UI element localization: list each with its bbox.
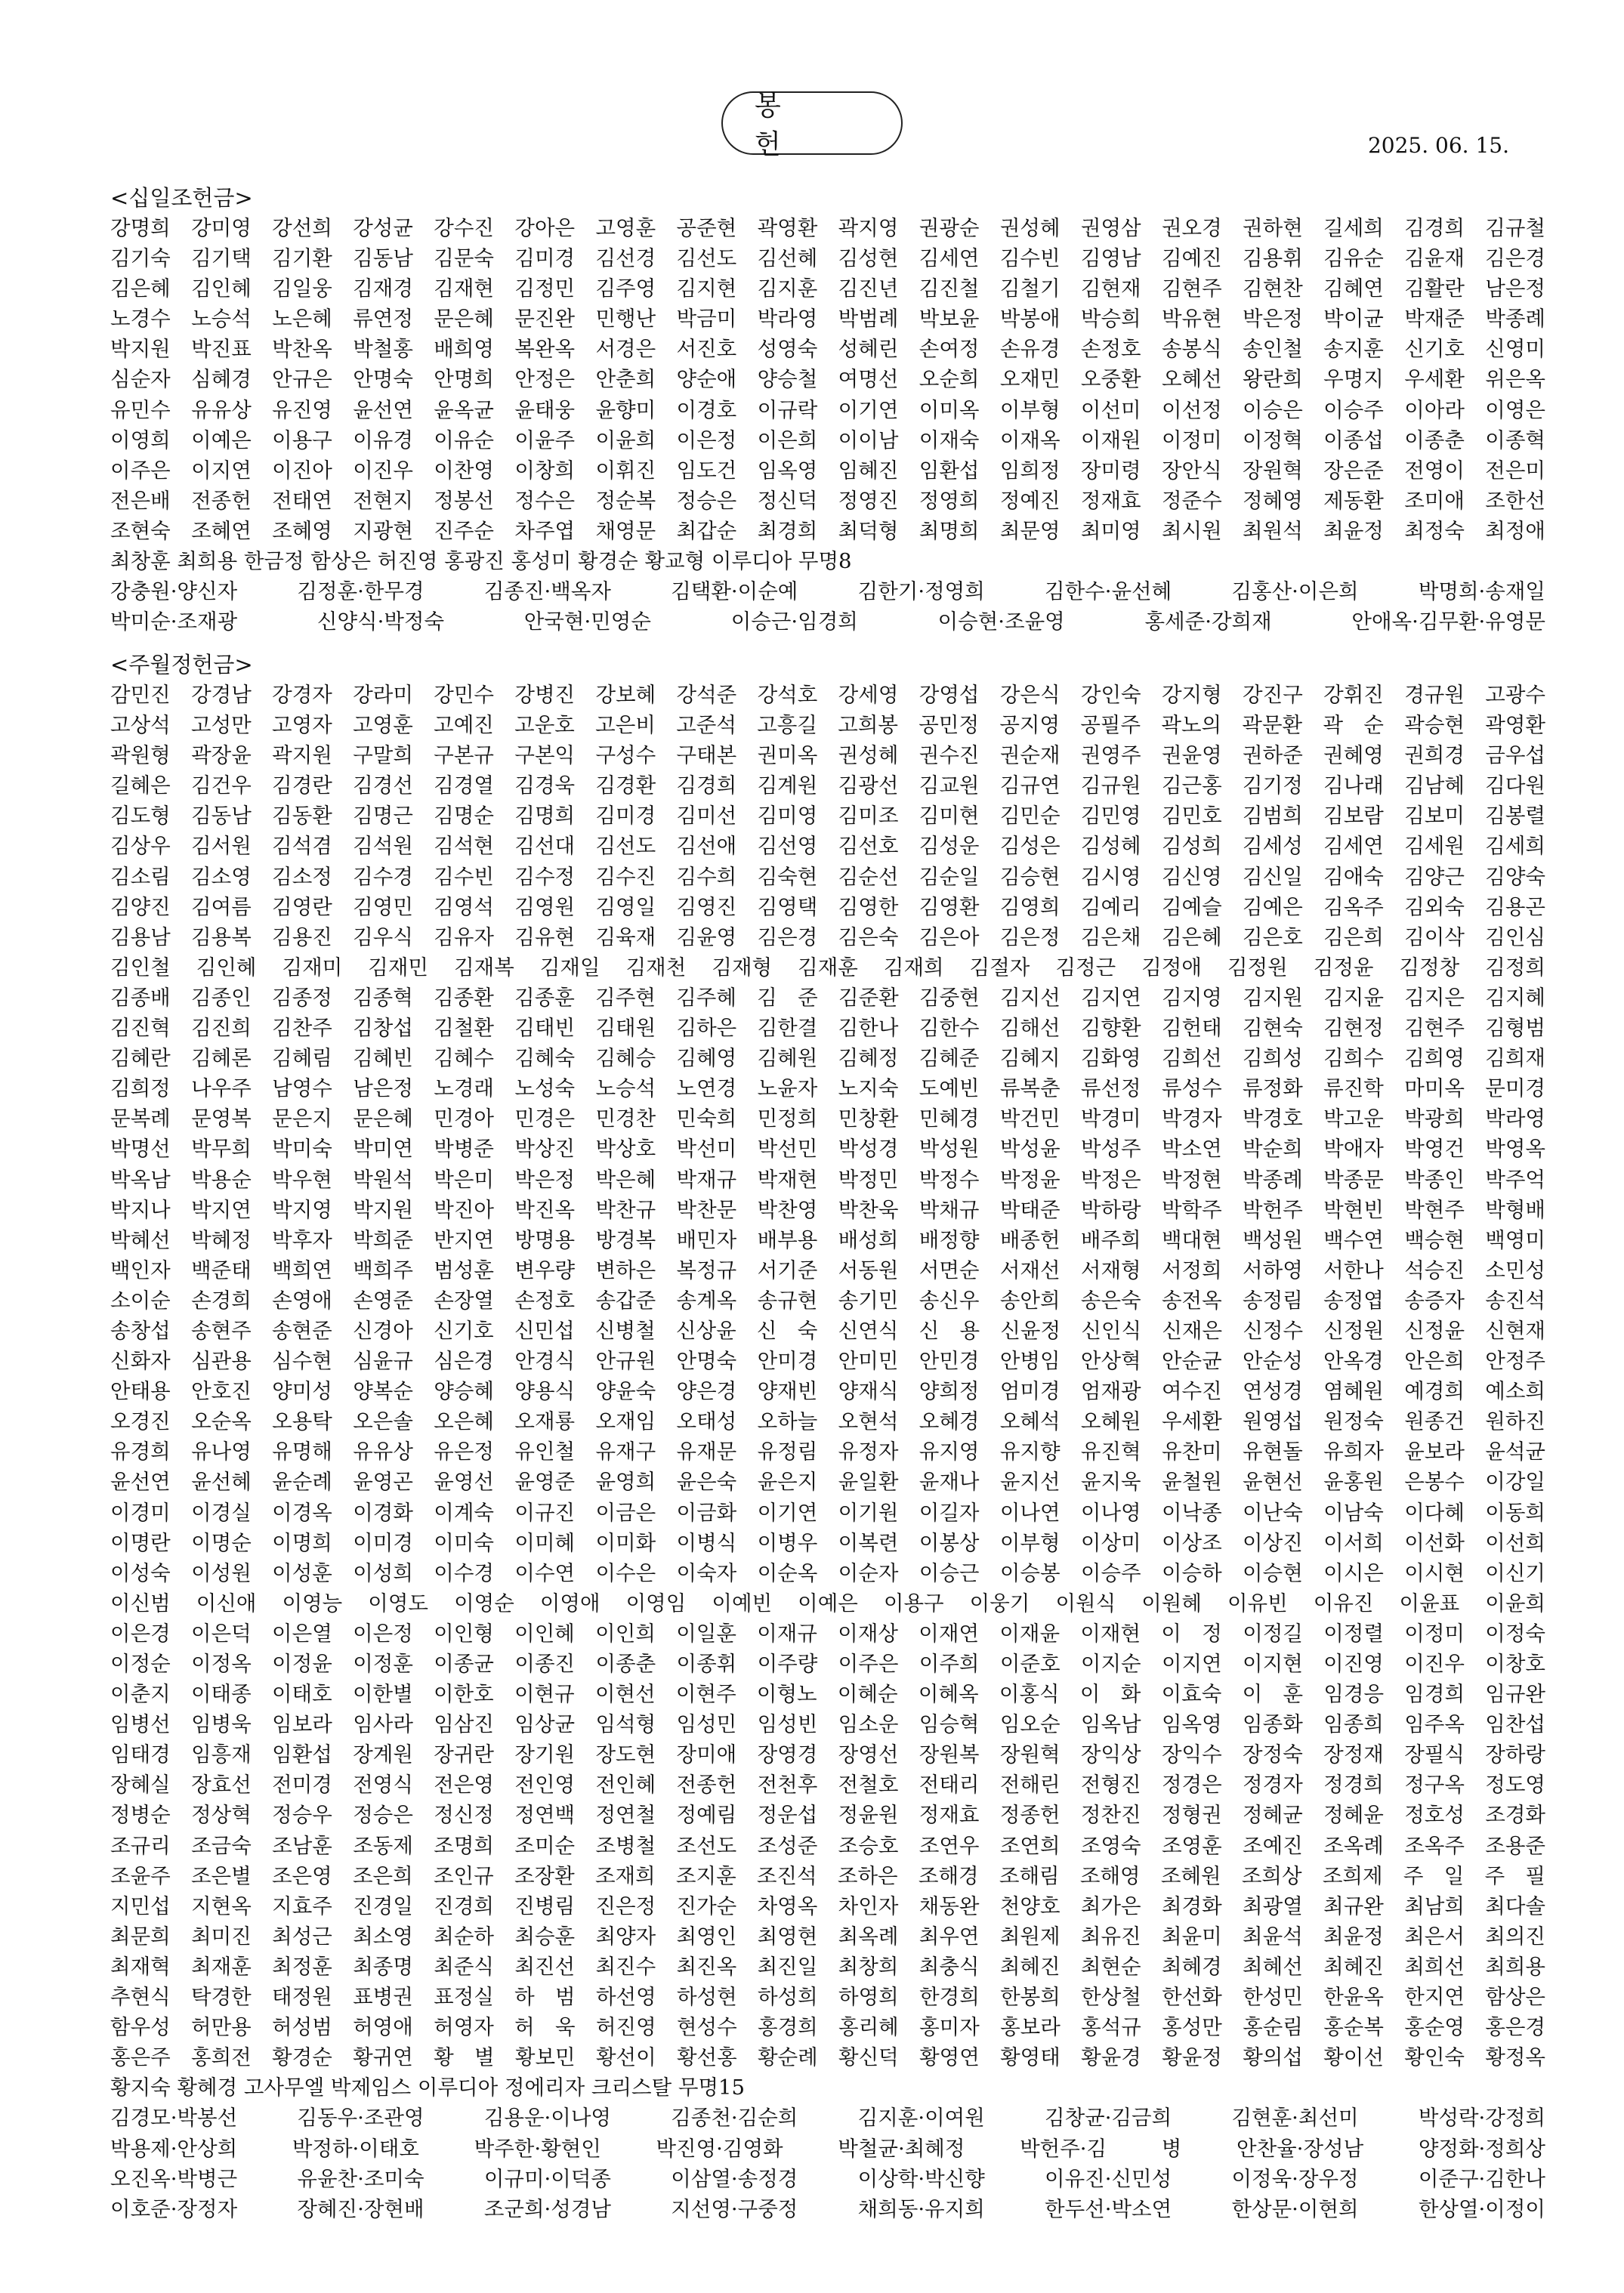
- name-line: 박혜선 박혜정 박후자 박희준 반지연 방명용 방경복 배민자 배부용 배성희 배정향 배종헌 배주희 백대현 백성원 백수연 백승현 백영미: [110, 1227, 1545, 1252]
- name-line: 오진옥·박병근 유윤찬·조미숙 이규미·이덕종 이삼열·송정경 이상학·박신향 이유진·신민성 이정욱·장우정 이준구·김한나: [110, 2166, 1545, 2191]
- name-line: 문복례 문영복 문은지 문은혜 민경아 민경은 민경찬 민숙희 민정희 민창환 민혜경 박건민 박경미 박경자 박경호 박고운 박광희 박라영: [110, 1106, 1545, 1131]
- name-line: 이신범 이신애 이영능 이영도 이영순 이영애 이영임 이예빈 이예은 이용구 이웅기 이원식 이원혜 이유빈 이유진 이윤표 이윤희: [110, 1591, 1545, 1616]
- name-line: 이명란 이명순 이명희 이미경 이미숙 이미혜 이미화 이병식 이병우 이복련 이봉상 이부형 이상미 이상조 이상진 이서희 이선화 이선희: [110, 1530, 1545, 1555]
- name-line: 김상우 김서원 김석겸 김석원 김석현 김선대 김선도 김선애 김선영 김선호 김성운 김성은 김성혜 김성희 김세성 김세연 김세원 김세희: [110, 834, 1545, 859]
- name-line: 김양진 김여름 김영란 김영민 김영석 김영원 김영일 김영진 김영택 김영한 김영환 김영희 김예리 김예슬 김예은 김옥주 김외숙 김용곤: [110, 894, 1545, 919]
- name-line: 조규리 조금숙 조남훈 조동제 조명희 조미순 조병철 조선도 조성준 조승호 조연우 조연희 조영숙 조영훈 조예진 조옥례 조옥주 조용준: [110, 1833, 1545, 1858]
- name-list: [110, 213, 1545, 637]
- name-line: 임병선 임병욱 임보라 임사라 임삼진 임상균 임석형 임성민 임성빈 임소운 임승혁 임오순 임옥남 임옥영 임종화 임종희 임주옥 임찬섭: [110, 1712, 1545, 1737]
- weekly-offering-section: [110, 650, 1545, 2224]
- name-line: 홍은주 홍희전 황경순 황귀연 황 별 황보민 황선이 황선홍 황순례 황신덕 황영연 황영태 황윤경 황윤정 황의섭 황이선 황인숙 황정옥: [110, 2045, 1545, 2070]
- tithe-section: [110, 183, 1545, 637]
- name-line: 유민수 유유상 유진영 윤선연 윤옥균 윤태웅 윤향미 이경호 이규락 이기연 이미옥 이부형 이선미 이선정 이승은 이승주 이아라 이영은: [110, 397, 1545, 422]
- name-line: 신화자 심관용 심수현 심윤규 심은경 안경식 안규원 안명숙 안미경 안미민 안민경 안병임 안상혁 안순균 안순성 안옥경 안은희 안정주: [110, 1349, 1545, 1374]
- name-line: 윤선연 윤선혜 윤순례 윤영곤 윤영선 윤영준 윤영희 윤은숙 윤은지 윤일환 윤재나 윤지선 윤지욱 윤철원 윤현선 윤홍원 은봉수 이강일: [110, 1470, 1545, 1495]
- name-line: 유경희 유나영 유명해 유유상 유은정 유인철 유재구 유재문 유정림 유정자 유지영 유지향 유진혁 유찬미 유현돌 유희자 윤보라 윤석균: [110, 1440, 1545, 1464]
- name-line: 송창섭 송현주 송현준 신경아 신기호 신민섭 신병철 신상윤 신 숙 신연식 신 용 신윤정 신인식 신재은 신정수 신정원 신정윤 신현재: [110, 1318, 1545, 1343]
- name-line: 추현식 탁경한 태정원 표병권 표정실 하 범 하선영 하성현 하성희 하영희 한경희 한봉희 한상철 한선화 한성민 한윤옥 한지연 함상은: [110, 1985, 1545, 2010]
- date: 2025. 06. 15.: [1367, 133, 1509, 158]
- name-line: 김소림 김소영 김소정 김수경 김수빈 김수정 김수진 김수희 김숙현 김순선 김순일 김승현 김시영 김신영 김신일 김애숙 김양근 김양숙: [110, 864, 1545, 889]
- name-line: 김혜란 김혜론 김혜림 김혜빈 김혜수 김혜숙 김혜승 김혜영 김혜원 김혜정 김혜준 김혜지 김화영 김희선 김희성 김희수 김희영 김희재: [110, 1046, 1545, 1071]
- name-line: 강명희 강미영 강선희 강성균 강수진 강아은 고영훈 공준현 곽영환 곽지영 권광순 권성혜 권영삼 권오경 권하현 길세희 김경희 김규철: [110, 216, 1545, 240]
- name-line: 박옥남 박용순 박우현 박원석 박은미 박은정 박은혜 박재규 박재현 박정민 박정수 박정윤 박정은 박정현 박종례 박종문 박종인 박주억: [110, 1167, 1545, 1192]
- name-line: 소이순 손경희 손영애 손영준 손장열 손정호 송갑준 송계옥 송규현 송기민 송신우 송안희 송은숙 송전옥 송정림 송정엽 송증자 송진석: [110, 1288, 1545, 1313]
- name-line: 감민진 강경남 강경자 강라미 강민수 강병진 강보혜 강석준 강석호 강세영 강영섭 강은식 강인숙 강지형 강진구 강휘진 경규원 고광수: [110, 683, 1545, 707]
- name-line: 임태경 임흥재 임환섭 장계원 장귀란 장기원 장도현 장미애 장영경 장영선 장원복 장원혁 장익상 장익수 장정숙 장정재 장필식 장하랑: [110, 1742, 1545, 1767]
- name-line: 김은혜 김인혜 김일웅 김재경 김재현 김정민 김주영 김지현 김지훈 김진년 김진철 김철기 김현재 김현주 김현찬 김혜연 김활란 남은정: [110, 276, 1545, 301]
- name-line: 길혜은 김건우 김경란 김경선 김경열 김경욱 김경환 김경희 김계원 김광선 김교원 김규연 김규원 김근홍 김기정 김나래 김남혜 김다원: [110, 773, 1545, 798]
- name-line: 오경진 오순옥 오용탁 오은솔 오은혜 오재룡 오재임 오태성 오하늘 오현석 오혜경 오혜석 오혜원 우세환 원영섭 원정숙 원종건 원하진: [110, 1409, 1545, 1434]
- name-line: 조윤주 조은별 조은영 조은희 조인규 조장환 조재희 조지훈 조진석 조하은 조해경 조해림 조해영 조혜원 조희상 조희제 주 일 주 필: [110, 1863, 1545, 1888]
- name-line: 노경수 노승석 노은혜 류연정 문은혜 문진완 민행난 박금미 박라영 박범례 박보윤 박봉애 박승희 박유현 박은정 박이균 박재준 박종례: [110, 307, 1545, 332]
- name-line: 심순자 심혜경 안규은 안명숙 안명희 안정은 안춘희 양순애 양승철 여명선 오순희 오재민 오중환 오혜선 왕란희 우명지 우세환 위은옥: [110, 367, 1545, 392]
- name-line: 김기숙 김기택 김기환 김동남 김문숙 김미경 김선경 김선도 김선혜 김성현 김세연 김수빈 김영남 김예진 김용휘 김유순 김윤재 김은경: [110, 246, 1545, 271]
- name-line: 최문희 최미진 최성근 최소영 최순하 최승훈 최양자 최영인 최영현 최옥례 최우연 최원제 최유진 최윤미 최윤석 최윤정 최은서 최의진: [110, 1924, 1545, 1949]
- name-line: 황지숙 황혜경 고사무엘 박제임스 이루디아 정에리자 크리스탈 무명15: [110, 2075, 746, 2100]
- name-line: 이은경 이은덕 이은열 이은정 이인형 이인혜 이인희 이일훈 이재규 이재상 이재연 이재윤 이재현 이 정 이정길 이정렬 이정미 이정숙: [110, 1621, 1545, 1646]
- name-line: 김종배 김종인 김종정 김종혁 김종환 김종훈 김주현 김주혜 김 준 김준환 김중현 김지선 김지연 김지영 김지원 김지윤 김지은 김지혜: [110, 985, 1545, 1010]
- name-line: 김경모·박봉선 김동우·조관영 김용운·이나영 김종천·김순희 김지훈·이여원 김창균·김금희 김현훈·최선미 박성락·강정희: [110, 2106, 1545, 2131]
- name-line: 이정순 이정옥 이정윤 이정훈 이종균 이종진 이종춘 이종휘 이주량 이주은 이주희 이준호 이지순 이지연 이지현 이진영 이진우 이창호: [110, 1652, 1545, 1676]
- name-line: 조현숙 조혜연 조혜영 지광현 진주순 차주엽 채영문 최갑순 최경희 최덕형 최명희 최문영 최미영 최시원 최원석 최윤정 최정숙 최정애: [110, 518, 1545, 543]
- name-line: 최창훈 최희용 한금정 함상은 허진영 홍광진 홍성미 황경순 황교형 이루디아 무명8: [110, 549, 852, 574]
- name-line: 장혜실 장효선 전미경 전영식 전은영 전인영 전인혜 전종헌 전천후 전철호 전태리 전해린 전형진 정경은 정경자 정경희 정구옥 정도영: [110, 1773, 1545, 1798]
- name-line: 이춘지 이태종 이태호 이한별 이한호 이현규 이현선 이현주 이형노 이혜순 이혜옥 이홍식 이 화 이효숙 이 훈 임경응 임경희 임규완: [110, 1682, 1545, 1707]
- name-line: 박지나 박지연 박지영 박지원 박진아 박진옥 박찬규 박찬문 박찬영 박찬욱 박채규 박태준 박하랑 박학주 박헌주 박현빈 박현주 박형배: [110, 1197, 1545, 1222]
- name-line: 김진혁 김진희 김찬주 김창섭 김철환 김태빈 김태원 김하은 김한결 김한나 김한수 김해선 김향환 김헌태 김현숙 김현정 김현주 김형범: [110, 1016, 1545, 1041]
- name-line: 이호준·장정자 장혜진·장현배 조군희·성경남 지선영·구중정 채희동·유지희 한두선·박소연 한상문·이현희 한상열·이정이: [110, 2196, 1545, 2221]
- name-line: 김도형 김동남 김동환 김명근 김명순 김명희 김미경 김미선 김미영 김미조 김미현 김민순 김민영 김민호 김범희 김보람 김보미 김봉렬: [110, 804, 1545, 829]
- name-line: 백인자 백준태 백희연 백희주 범성훈 변우량 변하은 복정규 서기준 서동원 서면순 서재선 서재형 서정희 서하영 서한나 석승진 소민성: [110, 1258, 1545, 1282]
- name-line: 강충원·양신자 김정훈·한무경 김종진·백옥자 김택환·이순예 김한기·정영희 김한수·윤선혜 김홍산·이은희 박명희·송재일: [110, 579, 1545, 604]
- section-title: <주월정헌금>: [110, 652, 253, 677]
- section-title: <십일조헌금>: [110, 185, 253, 211]
- name-line: 박지원 박진표 박찬옥 박철홍 배희영 복완옥 서경은 서진호 성영숙 성혜린 손여정 손유경 손정호 송봉식 송인철 송지훈 신기호 신영미: [110, 337, 1545, 362]
- name-list: [110, 680, 1545, 2224]
- name-line: 정병순 정상혁 정승우 정승은 정신정 정연백 정연철 정예림 정운섭 정윤원 정재효 정종헌 정찬진 정형권 정혜균 정혜윤 정호성 조경화: [110, 1803, 1545, 1828]
- name-line: 고상석 고성만 고영자 고영훈 고예진 고운호 고은비 고준석 고흥길 고희봉 공민정 공지영 공필주 곽노의 곽문환 곽 순 곽승현 곽영환: [110, 713, 1545, 738]
- page-title: 봉 헌: [721, 91, 903, 155]
- name-line: 박명선 박무희 박미숙 박미연 박병준 박상진 박상호 박선미 박선민 박성경 박성원 박성윤 박성주 박소연 박순희 박애자 박영건 박영옥: [110, 1137, 1545, 1162]
- name-line: 이경미 이경실 이경옥 이경화 이계숙 이규진 이금은 이금화 이기연 이기원 이길자 이나연 이나영 이낙종 이난숙 이남숙 이다혜 이동희: [110, 1500, 1545, 1525]
- name-line: 최재혁 최재훈 최정훈 최종명 최준식 최진선 최진수 최진옥 최진일 최창희 최충식 최혜진 최현순 최혜경 최혜선 최혜진 최희선 최희용: [110, 1954, 1545, 1979]
- name-line: 김용남 김용복 김용진 김우식 김유자 김유현 김육재 김윤영 김은경 김은숙 김은아 김은정 김은채 김은혜 김은호 김은희 김이삭 김인심: [110, 924, 1545, 949]
- name-line: 곽원형 곽장윤 곽지원 구말희 구본규 구본익 구성수 구태본 권미옥 권성혜 권수진 권순재 권영주 권윤영 권하준 권혜영 권희경 금우섭: [110, 743, 1545, 768]
- name-line: 전은배 전종헌 전태연 전현지 정봉선 정수은 정순복 정승은 정신덕 정영진 정영희 정예진 정재효 정준수 정혜영 제동환 조미애 조한선: [110, 488, 1545, 513]
- name-line: 함우성 허만용 허성범 허영애 허영자 허 욱 허진영 현성수 홍경희 홍리혜 홍미자 홍보라 홍석규 홍성만 홍순림 홍순복 홍순영 홍은경: [110, 2015, 1545, 2040]
- name-line: 안태용 안호진 양미성 양복순 양승혜 양용식 양윤숙 양은경 양재빈 양재식 양희정 엄미경 엄재광 여수진 연성경 염혜원 예경희 예소희: [110, 1379, 1545, 1404]
- name-line: 이영희 이예은 이용구 이유경 이유순 이윤주 이윤희 이은정 이은희 이이남 이재숙 이재옥 이재원 이정미 이정혁 이종섭 이종춘 이종혁: [110, 427, 1545, 452]
- name-line: 김희정 나우주 남영수 남은정 노경래 노성숙 노승석 노연경 노윤자 노지숙 도예빈 류복춘 류선정 류성수 류정화 류진학 마미옥 문미경: [110, 1076, 1545, 1101]
- name-line: 박용제·안상희 박정하·이태호 박주한·황현인 박진영·김영화 박철균·최혜정 박헌주·김 병 안찬율·장성남 양정화·정희상: [110, 2136, 1545, 2161]
- name-line: 박미순·조재광 신양식·박정숙 안국현·민영순 이승근·임경희 이승현·조윤영 홍세준·강희재 안애옥·김무환·유영문: [110, 610, 1545, 634]
- name-line: 이주은 이지연 이진아 이진우 이찬영 이창희 이휘진 임도건 임옥영 임혜진 임환섭 임희정 장미령 장안식 장원혁 장은준 전영이 전은미: [110, 458, 1545, 483]
- name-line: 김인철 김인혜 김재미 김재민 김재복 김재일 김재천 김재형 김재훈 김재희 김절자 김정근 김정애 김정원 김정윤 김정창 김정희: [110, 955, 1545, 980]
- name-line: 지민섭 지현옥 지효주 진경일 진경희 진병림 진은정 진가순 차영옥 차인자 채동완 천양호 최가은 최경화 최광열 최규완 최남희 최다솔: [110, 1893, 1545, 1918]
- name-line: 이성숙 이성원 이성훈 이성희 이수경 이수연 이수은 이숙자 이순옥 이순자 이승근 이승봉 이승주 이승하 이승현 이시은 이시현 이신기: [110, 1560, 1545, 1585]
